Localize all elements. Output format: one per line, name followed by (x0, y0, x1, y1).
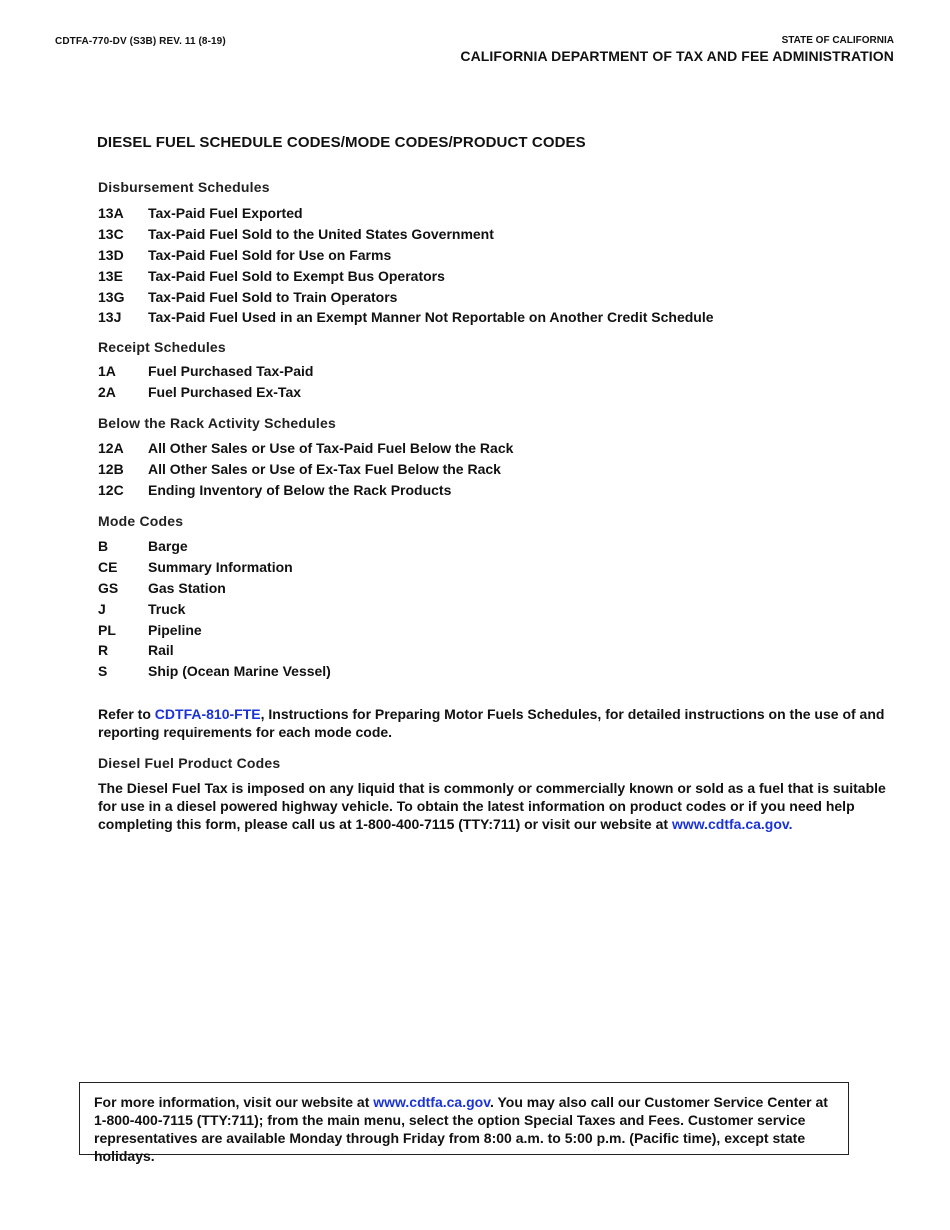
product-text: The Diesel Fuel Tax is imposed on any liquid that is commonly or commercially known or sold as a fuel that is suitable for use in a diesel powered highway vehicle. To obtain the latest information on product codes or if you need help completing this form, please call us at 1-800-400-7115 (TTY:711) or visit our website at (98, 780, 886, 832)
list-item (98, 640, 331, 661)
schedule-code: 13C (98, 226, 124, 243)
refer-prefix: Refer to (98, 706, 155, 722)
page-title: DIESEL FUEL SCHEDULE CODES/MODE CODES/PRODUCT CODES (97, 134, 586, 151)
list-item (98, 557, 331, 578)
list-item (98, 245, 714, 266)
list-item (98, 578, 331, 599)
mode-description: Summary Information (148, 559, 293, 576)
schedule-description: Tax-Paid Fuel Sold to Train Operators (148, 288, 398, 305)
mode-codes-list (98, 536, 331, 682)
schedule-description: Tax-Paid Fuel Used in an Exempt Manner Not Reportable on Another Credit Schedule (148, 309, 714, 326)
schedule-description: All Other Sales or Use of Tax-Paid Fuel Below the Rack (148, 440, 514, 457)
product-codes-paragraph (98, 779, 888, 833)
product-codes-heading: Diesel Fuel Product Codes (98, 755, 281, 771)
info-website-link[interactable]: www.cdtfa.ca.gov (373, 1094, 490, 1110)
list-item (98, 438, 513, 459)
schedule-code: 12A (98, 440, 124, 457)
schedule-code: 1A (98, 363, 116, 380)
list-item (98, 459, 513, 480)
disbursement-heading: Disbursement Schedules (98, 179, 270, 195)
list-item (98, 661, 331, 682)
mode-codes-heading: Mode Codes (98, 513, 184, 529)
schedule-code: 2A (98, 384, 116, 401)
info-prefix: For more information, visit our website at (94, 1094, 374, 1110)
list-item (98, 286, 714, 307)
schedule-code: 13G (98, 288, 125, 305)
schedule-description: Fuel Purchased Tax-Paid (148, 363, 314, 380)
mode-code: R (98, 642, 109, 659)
refer-suffix: , Instructions for Preparing Motor Fuels Schedules, for detailed instructions on the use of and reporting requirements for each mode code. (98, 706, 885, 740)
below-rack-heading: Below the Rack Activity Schedules (98, 415, 336, 431)
schedule-description: All Other Sales or Use of Ex-Tax Fuel Below the Rack (148, 461, 501, 478)
list-item (98, 224, 714, 245)
schedule-description: Tax-Paid Fuel Exported (148, 205, 303, 222)
schedule-description: Tax-Paid Fuel Sold for Use on Farms (148, 246, 392, 263)
receipt-heading: Receipt Schedules (98, 339, 226, 355)
list-item (98, 536, 331, 557)
schedule-code: 13D (98, 246, 124, 263)
list-item (98, 361, 313, 382)
schedule-description: Tax-Paid Fuel Sold to Exempt Bus Operators (148, 267, 445, 284)
mode-description: Pipeline (148, 621, 202, 638)
below-rack-list (98, 438, 513, 500)
receipt-list (98, 361, 313, 403)
schedule-description: Fuel Purchased Ex-Tax (148, 384, 302, 401)
list-item (98, 480, 513, 501)
list-item (98, 265, 714, 286)
disbursement-list (98, 203, 714, 328)
schedule-code: 13J (98, 309, 122, 326)
schedule-code: 12B (98, 461, 124, 478)
state-label: STATE OF CALIFORNIA (781, 35, 894, 46)
mode-code: B (98, 538, 109, 555)
list-item (98, 619, 331, 640)
info-suffix: . You may also call our Customer Service Center at 1-800-400-7115 (TTY:711); from the main menu, select the option Special Taxes and Fees. Customer service representatives are available Monday through Friday from 8:00 a.m. to 5:00 p.m. (Pacific time), except state holidays. (94, 1094, 828, 1164)
mode-description: Gas Station (148, 579, 226, 596)
schedule-code: 13E (98, 267, 123, 284)
mode-code: S (98, 663, 108, 680)
form-id: CDTFA-770-DV (S3B) REV. 11 (8-19) (55, 36, 226, 47)
schedule-code: 12C (98, 481, 124, 498)
list-item (98, 307, 714, 328)
mode-description: Barge (148, 538, 188, 555)
mode-description: Truck (148, 600, 186, 617)
info-box (79, 1082, 849, 1164)
list-item (98, 598, 331, 619)
mode-code: J (98, 600, 106, 617)
schedule-description: Ending Inventory of Below the Rack Products (148, 481, 452, 498)
agency-name: CALIFORNIA DEPARTMENT OF TAX AND FEE ADMINISTRATION (460, 48, 894, 64)
mode-description: Ship (Ocean Marine Vessel) (148, 663, 331, 680)
list-item (98, 203, 714, 224)
refer-paragraph (98, 705, 888, 741)
mode-description: Rail (148, 642, 174, 659)
cdtfa-810-fte-link[interactable]: CDTFA-810-FTE (154, 706, 261, 722)
list-item (98, 382, 313, 403)
schedule-description: Tax-Paid Fuel Sold to the United States Government (148, 226, 494, 243)
mode-code: PL (98, 621, 116, 638)
mode-code: CE (98, 559, 118, 576)
mode-code: GS (98, 579, 119, 596)
schedule-code: 13A (98, 205, 124, 222)
website-link[interactable]: www.cdtfa.ca.gov. (671, 816, 793, 832)
